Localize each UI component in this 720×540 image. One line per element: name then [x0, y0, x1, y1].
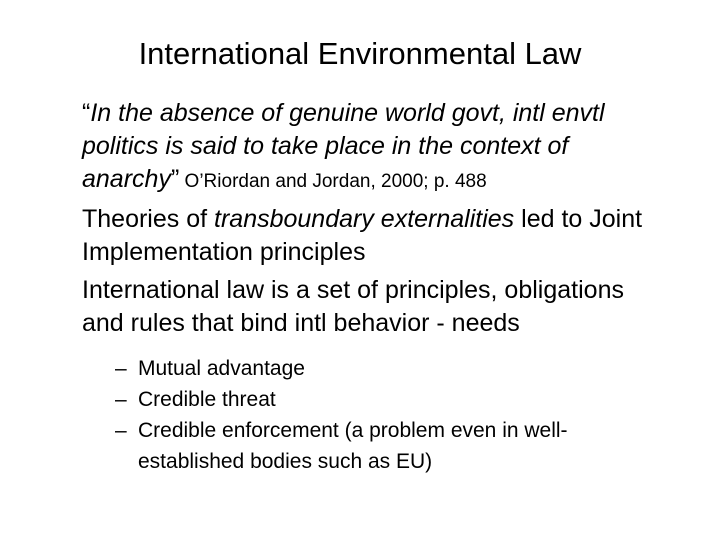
sub-bullet-text: Mutual advantage — [138, 357, 305, 380]
quote-text-1: In the absence of genuine world govt, intl envtl — [90, 99, 605, 127]
bullet-quote-line-3 — [82, 163, 712, 198]
quote-text-3: anarchy — [82, 165, 171, 193]
bullet-list — [82, 97, 712, 345]
sub-bullet-list — [115, 353, 705, 477]
theories-prefix: Theories of — [82, 205, 215, 233]
sub-bullet-mutual-advantage — [115, 353, 705, 384]
dash-marker: – — [115, 388, 127, 411]
close-quote: ” — [170, 165, 180, 193]
slide-title: International Environmental Law — [138, 36, 582, 71]
bullet-law-line-1: International law is a set of principles, obligations — [82, 276, 624, 304]
bullet-international-law — [82, 274, 712, 340]
open-quote: “ — [82, 99, 91, 127]
bullet-quote — [82, 97, 712, 198]
sub-bullet-credible-enforcement — [115, 415, 705, 477]
citation: O’Riordan and Jordan, 2000; p. 488 — [179, 171, 487, 192]
sub-bullet-text-line-2: established bodies such as EU) — [138, 450, 433, 473]
sub-bullet-text-line-1: Credible enforcement (a problem even in well- — [138, 419, 568, 442]
quote-text-2: politics is said to take place in the context of — [82, 132, 569, 160]
sub-bullet-credible-threat — [115, 384, 705, 415]
theories-italic: transboundary externalities — [214, 205, 515, 233]
bullet-law-line-2: and rules that bind intl behavior - needs — [82, 309, 520, 337]
bullet-theories-line-2: Implementation principles — [82, 238, 366, 266]
sub-bullet-text: Credible threat — [138, 388, 276, 411]
bullet-quote-line-2 — [82, 130, 712, 163]
bullet-theories-line-1 — [82, 203, 712, 236]
theories-suffix: led to Joint — [514, 205, 643, 233]
dash-marker: – — [115, 357, 127, 380]
dash-marker: – — [115, 419, 127, 442]
bullet-quote-line-1 — [82, 97, 712, 130]
bullet-theories — [82, 203, 712, 269]
